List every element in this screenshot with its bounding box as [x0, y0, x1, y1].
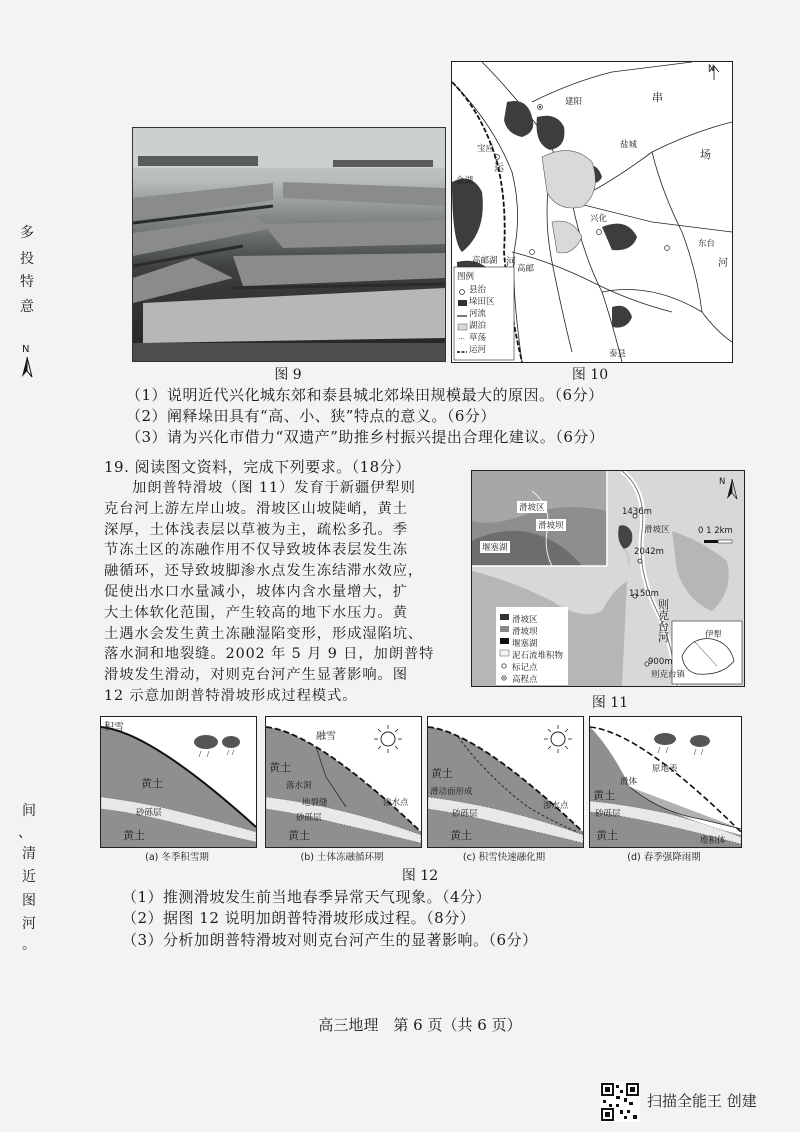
figure12-panel-a: [100, 716, 257, 848]
margin-char: 、: [18, 825, 32, 841]
figure10-legend-item: 湖泊: [469, 321, 487, 331]
panel-c-label-seep: 渗水点: [543, 801, 569, 811]
figure10-legend-item: 县治: [469, 285, 487, 295]
figure10-legend-item: 草荡: [469, 333, 487, 343]
figure10-label-jinhu: 金湖: [456, 176, 474, 186]
figure11-caption: 图 11: [591, 695, 629, 711]
margin-char: 清: [22, 846, 36, 862]
panel-b-label-sinkhole: 落水洞: [286, 781, 312, 791]
figure11-legend-item: 滑坡坝: [512, 627, 538, 637]
panel-a-label-loess-top: 黄土: [141, 777, 163, 790]
panel-c-label-slip-surface: 滑动面形成: [430, 787, 473, 797]
panel-b-label-loess-top: 黄土: [269, 761, 291, 774]
figure10-label-baoying: 宝应: [477, 144, 495, 154]
margin-char: 。: [22, 937, 36, 953]
paragraph-line: 促使出水口水量减小，坡体内含水量增大，扩: [104, 583, 408, 600]
figure11-legend-item: 滑坡区: [512, 615, 538, 625]
figure11-inset-label-landslide-area: 滑坡区: [519, 503, 545, 513]
figure10-caption: 图 10: [571, 367, 609, 383]
figure10-label-yancheng: 盐城: [620, 140, 638, 150]
margin-char: 间: [22, 803, 36, 819]
panel-c-label-loess-bottom: 黄土: [450, 829, 472, 842]
figure12-panel-d-caption: (d) 春季强降雨期: [627, 852, 701, 863]
figure10-legend-item: 河流: [469, 309, 487, 319]
figure10-legend-item: 运河: [469, 345, 487, 355]
figure10-label-yun: 运: [494, 163, 504, 174]
figure10-legend-item: 垛田区: [469, 297, 495, 307]
figure12-panel-c-caption: (c) 积雪快速融化期: [462, 852, 546, 863]
figure11-legend-item: 泥石流堆积物: [512, 651, 564, 661]
margin-north-arrow-icon: [20, 356, 34, 378]
figure10-label-he2: 河: [718, 258, 728, 269]
margin-char: 投: [20, 251, 34, 267]
figure9-caption: 图 9: [274, 367, 302, 383]
margin-char: 近: [22, 869, 36, 885]
panel-b-label-loess-bottom: 黄土: [288, 829, 310, 842]
figure10-north: N: [708, 64, 715, 74]
paragraph-line: 加朗普特滑坡（图 11）发育于新疆伊犁则: [132, 480, 416, 496]
paragraph-line: 滑坡发生滑动，对则克台河产生显著影响。图: [104, 667, 408, 684]
margin-char: 多: [20, 225, 34, 241]
figure10-map: [451, 61, 733, 363]
figure12-panel-c: [427, 716, 584, 848]
panel-d-label-deposit: 堆积体: [700, 836, 726, 846]
panel-c-label-loess-top: 黄土: [431, 767, 453, 780]
margin-char: 河: [22, 916, 36, 932]
svg-text:⋯: ⋯: [458, 335, 465, 343]
panel-d-label-loess-bottom: 黄土: [596, 829, 618, 842]
panel-d-label-slide-body: 滑体: [620, 777, 638, 787]
panel-a-label-gravel: 砂砾层: [136, 808, 162, 818]
paragraph-line: 12 示意加朗普特滑坡形成过程模式。: [104, 687, 358, 704]
figure10-label-dongtai: 东台: [698, 239, 716, 249]
scanner-watermark-text: 扫描全能王 创建: [647, 1092, 757, 1110]
panel-b-label-melt: 融雪: [316, 731, 336, 742]
figure12-panel-b-caption: (b) 土体冻融循环期: [300, 852, 384, 863]
figure12-panel-a-caption: (a) 冬季积雪期: [145, 852, 209, 863]
question-19-heading: 19. 阅读图文资料，完成下列要求。（18分）: [104, 458, 411, 476]
paragraph-line: 大土体软化范围，产生较高的地下水压力。黄: [104, 604, 408, 621]
panel-c-label-gravel: 砂砾层: [452, 809, 478, 819]
figure11-legend-item: 标记点: [512, 663, 538, 673]
figure11-label-landslide: 滑坡区: [644, 525, 670, 535]
figure10-label-gaoyou-lake: 高邮湖: [472, 256, 498, 266]
figure9-photo-illustration: [133, 128, 445, 361]
figure10-label-chang: 场: [700, 148, 711, 161]
panel-d-label-original-surface: 原地表: [652, 764, 678, 774]
figure11-inset-label-barrier-lake: 堰塞湖: [482, 543, 508, 553]
figure12-panel-b: [265, 716, 422, 848]
paragraph-line: 土遇水会发生黄土冻融湿陷变形，形成湿陷坑、: [104, 625, 424, 642]
margin-char: 意: [20, 299, 34, 315]
question-18-1: （1）说明近代兴化城东郊和泰县城北郊垛田规模最大的原因。（6分）: [126, 386, 604, 404]
figure12: [100, 716, 740, 861]
figure10-label-he: 河: [506, 257, 516, 268]
figure11-label-elevation-3: 1150m: [629, 589, 659, 599]
figure11-label-river: 则克台河: [658, 598, 669, 644]
panel-d-label-loess-top: 黄土: [593, 789, 615, 802]
figure10-label-taixian: 泰县: [609, 349, 627, 359]
figure10-label-jianyang: 建阳: [565, 97, 583, 107]
figure12-panel-d: [589, 716, 742, 848]
figure10-legend-title: 图例: [457, 272, 475, 282]
figure11-map: [471, 470, 745, 687]
figure11-north: N: [719, 477, 726, 487]
panel-b-label-crack: 地裂缝: [302, 798, 328, 808]
margin-char: 特: [20, 274, 34, 290]
question-19-1: （1）推测滑坡发生前当地春季异常天气现象。（4分）: [122, 888, 492, 906]
figure10-label-xinghua: 兴化: [590, 214, 608, 224]
margin-char: 图: [22, 893, 36, 909]
paragraph-line: 节冻土区的冻融作用不仅导致坡体表层发生冻: [104, 542, 408, 559]
paragraph-line: 融循环，还导致坡脚渗水点发生冻结滞水效应，: [104, 563, 424, 580]
question-19-2: （2）据图 12 说明加朗普特滑坡形成过程。（8分）: [122, 909, 476, 927]
figure11-legend-item: 堰塞湖: [512, 639, 538, 649]
panel-a-label-loess-bottom: 黄土: [123, 829, 145, 842]
qr-code-icon: [600, 1082, 640, 1122]
figure11-label-yili: 伊犁: [705, 630, 723, 640]
paragraph-line: 落水洞和地裂缝。2002 年 5 月 9 日，加朗普特: [104, 646, 435, 663]
figure11-label-elevation-4: 900m: [648, 657, 673, 667]
figure12-caption: 图 12: [401, 868, 439, 884]
panel-b-label-seep: 渗水点: [383, 798, 409, 808]
panel-b-label-gravel: 砂砾层: [296, 813, 322, 823]
figure11-label-elevation-1: 1436m: [622, 507, 652, 517]
figure11-scale: 0 1 2km: [698, 526, 733, 536]
panel-d-label-gravel: 砂砾层: [595, 809, 621, 819]
question-18-3: （3）请为兴化市借力“双遗产”助推乡村振兴提出合理化建议。（6分）: [126, 428, 605, 446]
figure11-label-town: 则克台镇: [651, 670, 686, 680]
figure11-legend-item: 高程点: [512, 675, 538, 685]
margin-north-mark: N: [22, 344, 30, 355]
figure11-inset-label-landslide-dam: 滑坡坝: [538, 521, 564, 531]
paragraph-line: 深厚，土体浅表层以草被为主，疏松多孔。季: [104, 521, 408, 538]
page-footer: 高三地理 第 6 页（共 6 页）: [318, 1016, 522, 1034]
figure9-photo: [132, 127, 446, 362]
question-18-2: （2）阐释垛田具有“高、小、狭”特点的意义。（6分）: [126, 407, 496, 425]
paragraph-line: 克台河上游左岸山坡。滑坡区山坡陡峭，黄土: [104, 500, 408, 517]
question-19-3: （3）分析加朗普特滑坡对则克台河产生的显著影响。（6分）: [122, 931, 538, 949]
figure10-label-chuan: 串: [652, 91, 663, 104]
panel-a-label-snow: 积雪: [104, 722, 124, 733]
figure11-label-elevation-2: 2042m: [634, 547, 664, 557]
question-19-paragraph: [104, 478, 464, 707]
figure10-label-gaoyou: 高邮: [517, 264, 535, 274]
